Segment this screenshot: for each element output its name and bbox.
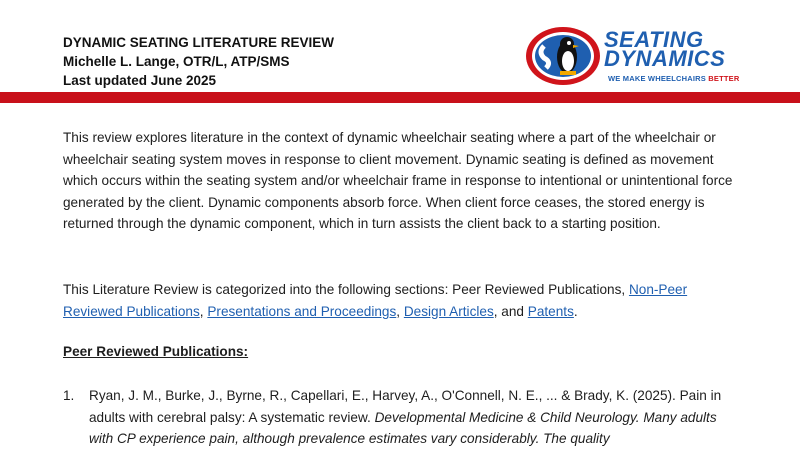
logo-tagline-accent: BETTER [708,74,740,83]
journal-name: Developmental Medicine & Child Neurology. [374,409,640,425]
sections-separator: , [199,303,208,319]
logo-wordmark-dynamics: DYNAMICS [604,46,726,71]
logo-emblem-icon [524,24,602,88]
header-accent-bar [0,92,800,103]
logo-wordmark-seating: SEATING [604,27,704,52]
seating-dynamics-logo [524,24,740,88]
sections-end: . [573,303,578,319]
link-presentations[interactable]: Presentations and Proceedings [207,303,397,319]
sections-paragraph [63,279,735,322]
logo-tagline-main: WE MAKE WHEELCHAIRS [608,74,709,83]
section-heading-peer-reviewed: Peer Reviewed Publications: [63,344,249,359]
sections-separator: , and [493,303,528,319]
link-design-articles[interactable]: Design Articles [403,303,494,319]
author-line: Michelle L. Lange, OTR/L, ATP/SMS [63,54,290,69]
citation-summary: Many adults with CP experience pain, although prevalence estimates vary considerably. The quality [89,409,717,447]
document-header [63,33,334,90]
intro-paragraph: This review explores literature in the context of dynamic wheelchair seating where a part of the wheelchair or wheelchair seating system moves in response to client movement. Dynamic seating is defined as movement which occurs within the seating system and/or wheelchair frame in response to intentional or unintentional force generated by the client. Dynamic components absorb force. When client force ceases, the stored energy is returned through the dynamic component, which in turn assists the client back to a starting position. [63,130,733,232]
logo-tagline [608,74,739,83]
updated-line: Last updated June 2025 [63,73,217,88]
sections-lead-text: This Literature Review is categorized into the following sections: Peer Reviewed Publications, [63,282,629,297]
list-item-text [89,385,739,450]
list-item-number: 1. [63,388,75,403]
link-non-peer-reviewed[interactable]: Non-Peer Reviewed Publications [63,282,688,319]
document-title: DYNAMIC SEATING LITERATURE REVIEW [63,35,335,50]
sections-separator: , [396,303,404,319]
link-patents[interactable]: Patents [527,303,574,319]
citation-text: Ryan, J. M., Burke, J., Byrne, R., Capellari, E., Harvey, A., O'Connell, N. E., ... & Brady, K. (2025). Pain in adults with cerebral palsy: A systematic review. [89,388,722,425]
